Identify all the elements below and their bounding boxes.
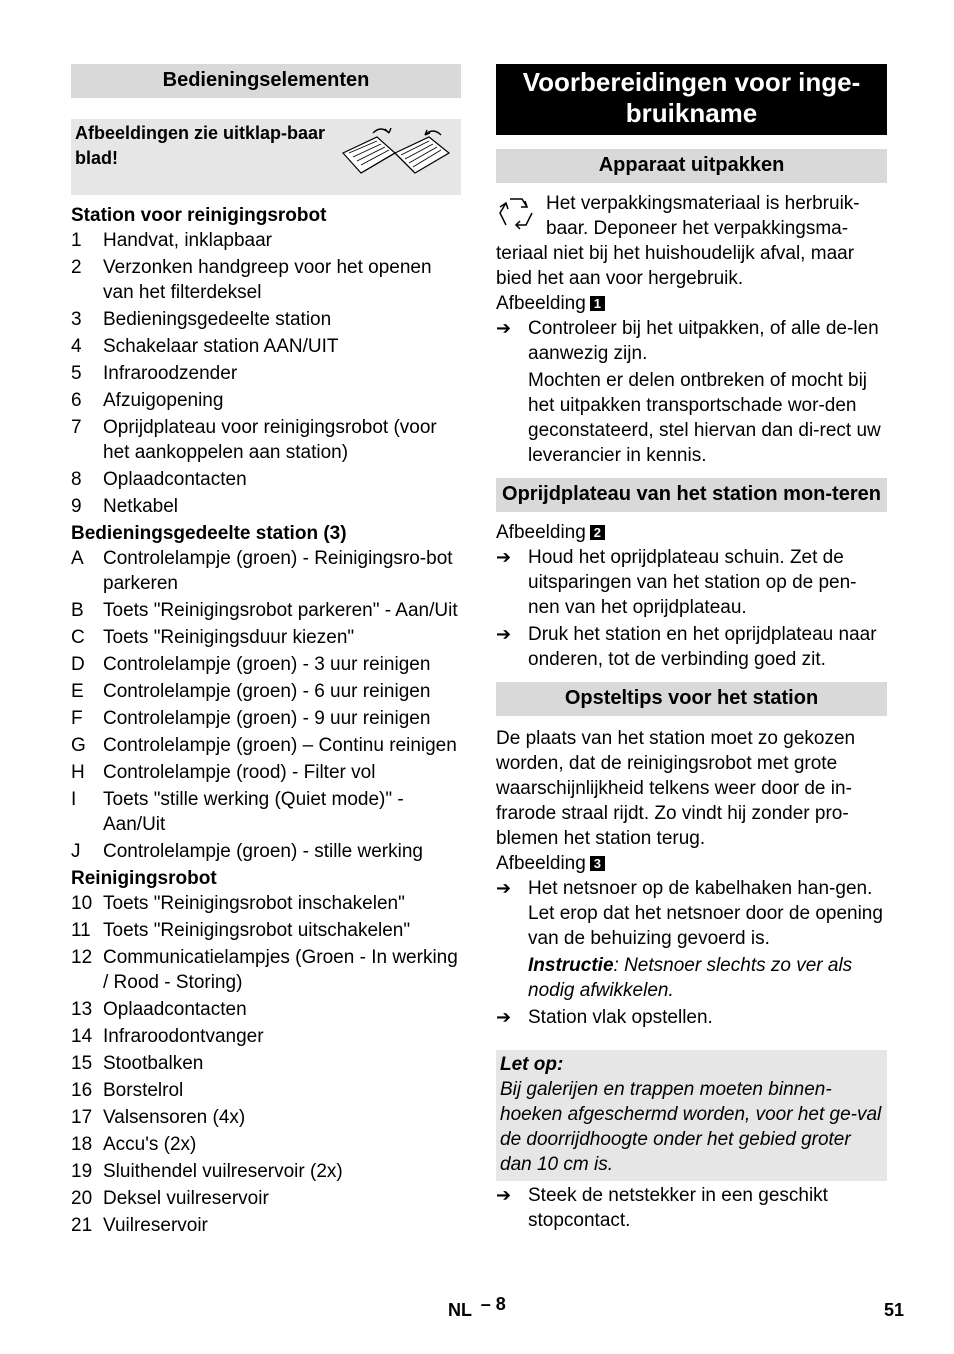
item-text: Bedieningsgedeelte station: [103, 309, 332, 330]
list-item: [71, 1186, 461, 1211]
item-number: 1: [71, 230, 82, 251]
station-subtitle: Station voor reinigingsrobot: [71, 205, 327, 226]
list-item: [71, 228, 461, 253]
step-text: Houd het oprijdplateau schuin. Zet de uitsparingen van het station op de pen-nen van het oprijdplateau.: [528, 547, 857, 618]
item-text: Deksel vuilreservoir: [103, 1188, 269, 1209]
item-text: Borstelrol: [103, 1080, 184, 1101]
list-item: [71, 467, 461, 492]
list-item: [71, 1159, 461, 1184]
item-number: D: [71, 654, 85, 675]
list-item: [71, 997, 461, 1022]
step-unpack-1-detail: Mochten er delen ontbreken of mocht bij het uitpakken transportschade wor-den geconstateerd, stel hiervan dan di-rect uw leverancier in kennis.: [528, 370, 881, 466]
footer-lang: NL: [448, 1300, 472, 1320]
item-text: Controlelampje (groen) - 6 uur reinigen: [103, 681, 431, 702]
step-tips-3: [496, 1183, 887, 1233]
list-item: [71, 307, 461, 332]
list-item: [71, 415, 461, 465]
open-book-icon: [337, 123, 455, 187]
item-text: Communicatielampjes (Groen - In werking / Rood - Storing): [103, 947, 458, 993]
tips-paragraph: De plaats van het station moet zo gekozen worden, dat de reinigingsrobot met grote waarschijnlijkheid telkens weer door de in-frarode straal rijdt. Zo vindt hij zonder pro-blemen het station terug.: [496, 728, 856, 849]
section-heading-mount: Oprijdplateau van het station mon-teren: [496, 478, 887, 512]
list-item: [71, 652, 461, 677]
item-number: 2: [71, 257, 82, 278]
step-mount-2: [496, 622, 887, 672]
item-number: 21: [71, 1215, 93, 1236]
section-heading-unpack: Apparaat uitpakken: [496, 149, 887, 183]
list-item: [71, 1105, 461, 1130]
list-item: [71, 361, 461, 386]
list-item: [71, 891, 461, 916]
recycle-paragraph: [496, 191, 887, 291]
item-number: G: [71, 735, 86, 756]
list-item: [71, 1024, 461, 1049]
robot-parts-list: [71, 891, 461, 1238]
list-item: [71, 1213, 461, 1238]
step-text: Steek de netstekker in een geschikt stopcontact.: [528, 1185, 828, 1231]
item-text: Toets "Reinigingsrobot uitschakelen": [103, 920, 411, 941]
instruction-label: Instructie: [528, 955, 614, 976]
list-item: [71, 918, 461, 943]
step-text: Het netsnoer op de kabelhaken han-gen. Let erop dat het netsnoer door de opening van de behuizing gevoerd is.: [528, 878, 883, 949]
list-item: [71, 787, 461, 837]
item-text: Controlelampje (groen) - 9 uur reinigen: [103, 708, 431, 729]
list-item: [71, 546, 461, 596]
list-item: [71, 1078, 461, 1103]
right-column: [496, 64, 887, 1235]
foldout-note: [71, 119, 461, 195]
footer-local-page: – 8: [480, 1294, 506, 1314]
list-item: [71, 625, 461, 650]
item-number: 12: [71, 947, 93, 968]
item-number: 10: [71, 893, 93, 914]
item-text: Infraroodontvanger: [103, 1026, 264, 1047]
item-number: J: [71, 841, 81, 862]
recycle-text: Het verpakkingsmateriaal is herbruik-baar. Deponeer het verpakkingsma-teriaal niet bij het huishoudelijk afval, maar bied het aan voor hergebruik.: [496, 193, 860, 289]
list-item: [71, 334, 461, 359]
item-text: Vuilreservoir: [103, 1215, 208, 1236]
panel-parts-list: [71, 546, 461, 864]
item-number: H: [71, 762, 85, 783]
footer-page-number: 51: [884, 1300, 905, 1320]
item-text: Oplaadcontacten: [103, 469, 247, 490]
item-number: 8: [71, 469, 82, 490]
list-item: [71, 733, 461, 758]
item-text: Oprijdplateau voor reinigingsrobot (voor het aankoppelen aan station): [103, 417, 437, 463]
robot-subtitle: Reinigingsrobot: [71, 868, 217, 889]
station-parts-list: [71, 228, 461, 519]
item-number: C: [71, 627, 85, 648]
step-mount-1: [496, 545, 887, 620]
item-number: E: [71, 681, 84, 702]
item-number: 6: [71, 390, 82, 411]
item-number: A: [71, 548, 84, 569]
item-number: 17: [71, 1107, 93, 1128]
list-item: [71, 1132, 461, 1157]
arrow-right-icon: ➔: [496, 318, 512, 338]
item-number: 19: [71, 1161, 93, 1182]
item-number: 5: [71, 363, 82, 384]
figure-label: Afbeelding: [496, 522, 586, 543]
item-number: 16: [71, 1080, 93, 1101]
warning-label: Let op:: [500, 1054, 564, 1075]
list-item: [71, 1051, 461, 1076]
item-number: F: [71, 708, 83, 729]
figure-number-badge: 2: [590, 525, 605, 540]
item-text: Verzonken handgreep voor het openen van het filterdeksel: [103, 257, 432, 303]
figure-label: Afbeelding: [496, 293, 586, 314]
figure-number-badge: 3: [590, 856, 605, 871]
item-text: Oplaadcontacten: [103, 999, 247, 1020]
step-unpack-1: [496, 316, 887, 366]
item-text: Schakelaar station AAN/UIT: [103, 336, 339, 357]
list-item: [71, 706, 461, 731]
item-text: Afzuigopening: [103, 390, 224, 411]
step-text: Station vlak opstellen.: [528, 1007, 713, 1028]
section-heading-tips: Opsteltips voor het station: [496, 682, 887, 716]
step-tips-1: [496, 876, 887, 951]
item-text: Stootbalken: [103, 1053, 204, 1074]
item-text: Controlelampje (groen) - stille werking: [103, 841, 423, 862]
item-text: Controlelampje (groen) - Reinigingsro-bot parkeren: [103, 548, 453, 594]
foldout-note-text: Afbeeldingen zie uitklap-baar blad!: [75, 123, 326, 168]
list-item: [71, 679, 461, 704]
item-text: Controlelampje (rood) - Filter vol: [103, 762, 376, 783]
list-item: [71, 388, 461, 413]
figure-ref-2: [496, 520, 887, 545]
left-column: [71, 64, 461, 1240]
list-item: [71, 945, 461, 995]
list-item: [71, 598, 461, 623]
step-tips-2: [496, 1005, 887, 1030]
warning-box: [496, 1050, 887, 1181]
item-text: Controlelampje (groen) – Continu reinigen: [103, 735, 457, 756]
step-text: Druk het station en het oprijdplateau naar onderen, tot de verbinding goed zit.: [528, 624, 877, 670]
list-item: [71, 255, 461, 305]
list-item: [71, 760, 461, 785]
item-number: I: [71, 789, 77, 810]
footer-language: [448, 1294, 506, 1323]
list-item: [71, 839, 461, 864]
arrow-right-icon: ➔: [496, 547, 512, 567]
list-item: [71, 494, 461, 519]
item-number: 11: [71, 920, 91, 941]
arrow-right-icon: ➔: [496, 624, 512, 644]
instruction-note: [496, 953, 887, 1003]
item-number: 3: [71, 309, 82, 330]
step-text: Controleer bij het uitpakken, of alle de-len aanwezig zijn.: [528, 318, 879, 364]
item-text: Toets "Reinigingsduur kiezen": [103, 627, 355, 648]
instruction-text: : Netsnoer slechts zo ver als nodig afwikkelen.: [528, 955, 853, 1001]
arrow-right-icon: ➔: [496, 878, 512, 898]
item-number: 4: [71, 336, 82, 357]
item-number: 20: [71, 1188, 93, 1209]
figure-number-badge: 1: [590, 296, 605, 311]
item-number: 15: [71, 1053, 93, 1074]
item-text: Toets "Reinigingsrobot inschakelen": [103, 893, 405, 914]
item-number: 14: [71, 1026, 93, 1047]
item-text: Controlelampje (groen) - 3 uur reinigen: [103, 654, 431, 675]
main-heading: Voorbereidingen voor inge-bruikname: [496, 64, 887, 135]
item-number: B: [71, 600, 84, 621]
figure-ref-3: [496, 851, 887, 876]
arrow-right-icon: ➔: [496, 1007, 512, 1027]
item-text: Sluithendel vuilreservoir (2x): [103, 1161, 343, 1182]
item-text: Toets "stille werking (Quiet mode)" - Aan/Uit: [103, 789, 404, 835]
item-text: Accu's (2x): [103, 1134, 197, 1155]
item-number: 18: [71, 1134, 93, 1155]
warning-text: Bij galerijen en trappen moeten binnen-hoeken afgeschermd worden, voor het ge-val de doorrijdhoogte onder het gebied groter dan 10 cm is.: [500, 1079, 882, 1175]
arrow-right-icon: ➔: [496, 1185, 512, 1205]
figure-ref-1: [496, 291, 887, 316]
item-text: Toets "Reinigingsrobot parkeren" - Aan/Uit: [103, 600, 458, 621]
item-number: 9: [71, 496, 82, 517]
item-text: Netkabel: [103, 496, 178, 517]
section-heading-controls: Bedieningselementen: [71, 64, 461, 98]
item-text: Infraroodzender: [103, 363, 238, 384]
panel-subtitle: Bedieningsgedeelte station (3): [71, 523, 347, 544]
item-number: 13: [71, 999, 93, 1020]
item-text: Valsensoren (4x): [103, 1107, 246, 1128]
item-number: 7: [71, 417, 82, 438]
recycle-icon: [496, 195, 536, 231]
figure-label: Afbeelding: [496, 853, 586, 874]
item-text: Handvat, inklapbaar: [103, 230, 272, 251]
